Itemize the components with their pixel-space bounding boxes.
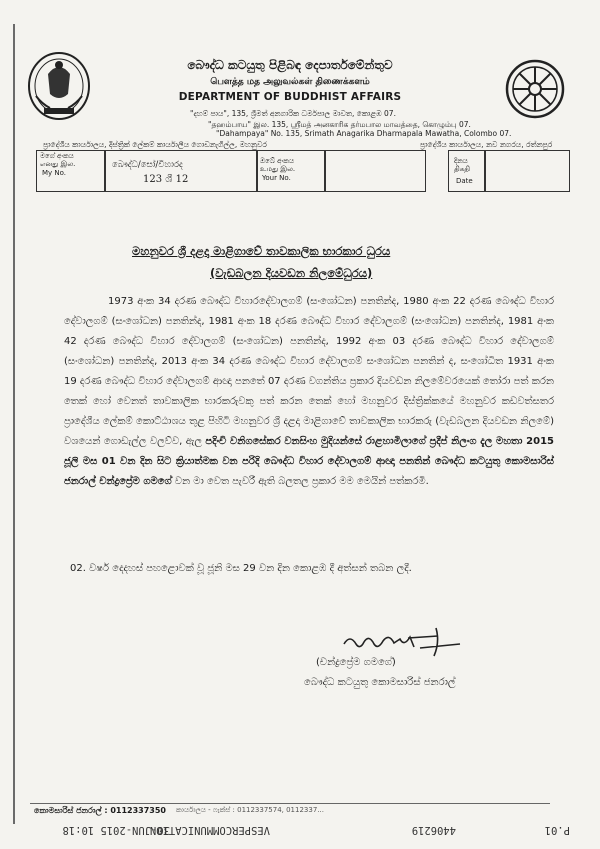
dept-title-english: DEPARTMENT OF BUDDHIST AFFAIRS [178,91,402,103]
my-no-value-box [104,150,258,192]
address-sinhala: "දහම් පාය", 135, ශ්‍රීමත් අනගාරික ධර්මපාල මාවත, කොළඹ 07. [190,109,396,118]
address-english: "Dahampaya" No. 135, Srimath Anagarika Dharmapala Mawatha, Colombo 07. [216,129,512,138]
signatory-name: (චන්ද්‍රප්‍රේම ගමගේ) [316,657,396,668]
date-value-box [484,150,570,192]
scan-edge [13,24,15,824]
signatory-title: බෞද්ධ කටයුතු කොමසාරිස් ජනරාල් [304,677,456,688]
your-no-label: Your No. [262,174,291,182]
date-label: Date [456,177,473,185]
date-label-local: දිනය திகதி [454,157,470,173]
fax-sender: VESPERCOMMUNICATION [149,824,270,836]
sri-lanka-emblem-icon [26,48,92,122]
signing-paragraph: 02. වර්ෂ දෙදහස් පහළොවක් වූ ජූනි මස 29 වන දින කොළඹ දී අත්සන් තබන ලදී. [70,563,412,574]
appointment-paragraph [64,292,554,492]
address-tamil: "தஹம்பாய" இல. 135, ஸ்ரீமத் அனகாரிக தர்மபால மாவத்தை, கொழும்பு 07. [208,120,471,129]
your-no-label-local: ඔබේ අංකය உமது இல. [260,157,296,173]
para1-intro: 1973 අංක 34 දරණ බෞද්ධ විහාරදේවාලගම් (සංශෝධන) පනතින්ද, 1980 අංක 22 දරණ බෞද්ධ විහාර දේවාලගම් (සංශෝධන) පනතින්ද, 1981 අංක 18 දරණ බෞද්ධ විහාර දේවාලගම් (සංශෝධන) පනතින්ද, 1981 අංක 42 දරණ බෞද්ධ විහාර දේවාලගම් (සංශෝධන) පනතින්ද, 1992 අංක 03 දරණ බෞද්ධ විහාර දේවාලගම් (සංශෝධන) පනතින්ද, 2013 අංක 34 දරණ බෞද්ධ විහාර දේවාලගම් සංශෝධන පනතින් ද, සංශෝධිත 1931 අංක 19 දරණ බෞද්ධ විහාර දේවාලගම් ආඥා පනතේ 07 දරණ වගන්තිය ප්‍රකාර දියවඩන නිලමේවරයෙක් තෝරා පත් කරන තෙක් හෝ වෙනත් තාවකාලික භාරකරුවකු පත් කරන තෙක් හෝ මහනුවර දිස්ත්‍රික්කයේ මහනුවර කඩවත්සතර ප්‍රාදේශීය ලේකම් කොට්ඨාශය තුළ පිහිටි මහනුවර ශ්‍රී දළදා මාළිගාවේ තාවකාලික භාරකරු (වැඩබලන දියවඩන නිලමේ) වශයෙන් ගොඩැල්ල වලව්ව, ඇල [64,296,554,447]
dept-title-sinhala: බෞද්ධ කටයුතු පිළිබඳ දෙපාර්තමේන්තුව [187,58,393,72]
dharma-wheel-icon [504,58,566,120]
footer-divider [30,803,550,804]
fax-page: P.01 [544,824,570,836]
regional-office-left: ප්‍රාදේශීය කාර්යාලය, දිස්ත්‍රික් ලේකම් කාර්යාලීය ගොඩනැගිල්ල, මහනුවර [43,140,267,149]
regional-office-right: ප්‍රාදේශීය කාර්යාලය, නව නගරය, රත්නපුර [420,140,553,149]
office-phone: කාර්යාලය - ෆැක්ස් : 0112337574, 0112337... [176,806,324,814]
my-no-label: My No. [42,169,67,177]
commissioner-phone: කොමසාරිස් ජනරාල් : 0112337350 [34,806,166,815]
letter-title: මහනුවර ශ්‍රී දළදා මාළිගාවේ තාවකාලික භාරකාර ධුරය [132,244,391,258]
letter-subtitle: (වැඩබලන දියවඩන නිලමේධුරය) [210,266,373,280]
fax-number: 4406219 [411,824,456,836]
fax-transmission-header [30,822,570,836]
handwritten-signature [340,622,470,658]
my-no-label-local: මගේ අංකය எனது இல. [40,152,76,168]
appointee-details: පදිංචි වනිගසේකර වනසිංහ මුදියන්සේ රාළහාමිලාගේ ප්‍රදීප් නිලංග දැල මහතා 2015 ජූලි මස 01 වන දින සිට ක්‍රියාත්මක වන පරිදි බෞද්ධ විහාර දේවාලගම් ආඥා පනතින් බෞද්ධ කටයුතු කොමසාරිස් ජනරාල් චන්ද්‍රප්‍රේම ගමගේ [64,436,554,487]
my-no-value-line1: බෞද්ධ/සෝ/විහාරද [112,160,183,170]
para1-outro: වන මා වෙත පැවරී ඇති බලතල ප්‍රකාර මම මෙයින් පත්කරමි. [171,476,429,487]
your-no-value-box [324,150,426,192]
my-no-value-line2: 123 ශී 12 [143,174,189,185]
fax-date-time: 30-JUN-2015 10:18 [62,824,170,836]
dept-title-tamil: பௌத்த மத அலுவல்கள் திணைக்களம் [210,77,370,87]
